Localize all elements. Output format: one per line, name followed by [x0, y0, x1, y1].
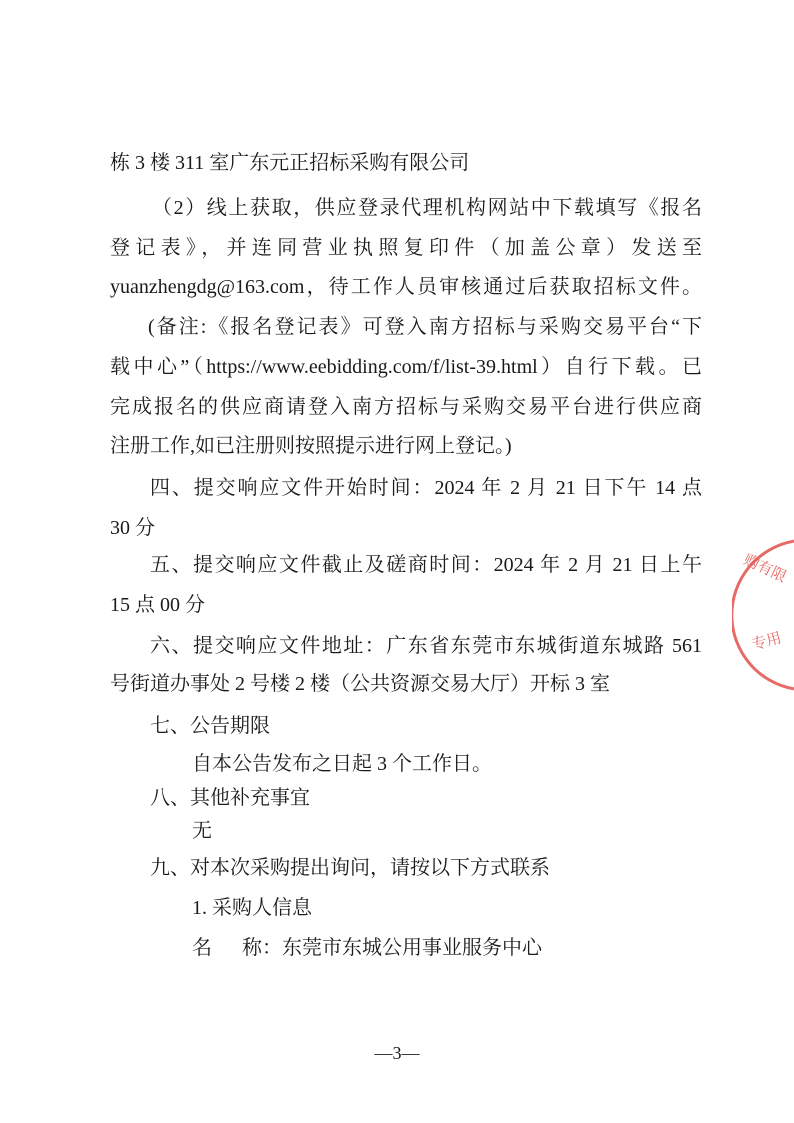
- body-line: 自本公告发布之日起 3 个工作日。: [192, 753, 492, 775]
- body-line: 注册工作,如已注册则按照提示进行网上登记。): [110, 435, 512, 457]
- page-number: —3—: [374, 1043, 420, 1063]
- section-heading: 五、提交响应文件截止及磋商时间：2024 年 2 月 21 日上午: [150, 554, 702, 576]
- section-heading: 四、提交响应文件开始时间：2024 年 2 月 21 日下午 14 点: [150, 477, 702, 499]
- body-line: 1. 采购人信息: [192, 897, 312, 919]
- body-line: 登记表》，并连同营业执照复印件（加盖公章）发送至: [110, 237, 702, 259]
- body-line: (备注:《报名登记表》可登入南方招标与采购交易平台“下: [148, 316, 702, 338]
- stamp-text-bottom: 专用: [750, 630, 784, 654]
- section-heading: 七、公告期限: [150, 715, 270, 737]
- body-line: 15 点 00 分: [110, 594, 205, 616]
- body-line: 完成报名的供应商请登入南方招标与采购交易平台进行供应商: [110, 396, 702, 418]
- section-heading: 八、其他补充事宜: [150, 787, 310, 809]
- section-heading: 九、对本次采购提出询问，请按以下方式联系: [150, 857, 550, 879]
- body-line: 30 分: [110, 517, 155, 539]
- body-line: （2）线上获取，供应登录代理机构网站中下载填写《报名: [152, 197, 702, 219]
- body-line: yuanzhengdg@163.com，待工作人员审核通过后获取招标文件。: [110, 276, 702, 298]
- body-line: 名 称：东莞市东城公用事业服务中心: [192, 937, 542, 959]
- section-heading: 六、提交响应文件地址：广东省东莞市东城街道东城路 561: [150, 635, 702, 657]
- body-line: 号街道办事处 2 号楼 2 楼（公共资源交易大厅）开标 3 室: [110, 673, 610, 695]
- body-line: 无: [192, 820, 212, 842]
- body-line: 栋 3 楼 311 室广东元正招标采购有限公司: [110, 152, 470, 174]
- stamp-text-top: 购有限: [740, 552, 789, 586]
- body-line: 载中心”（https://www.eebidding.com/f/list-39.html）自行下载。已: [110, 356, 702, 378]
